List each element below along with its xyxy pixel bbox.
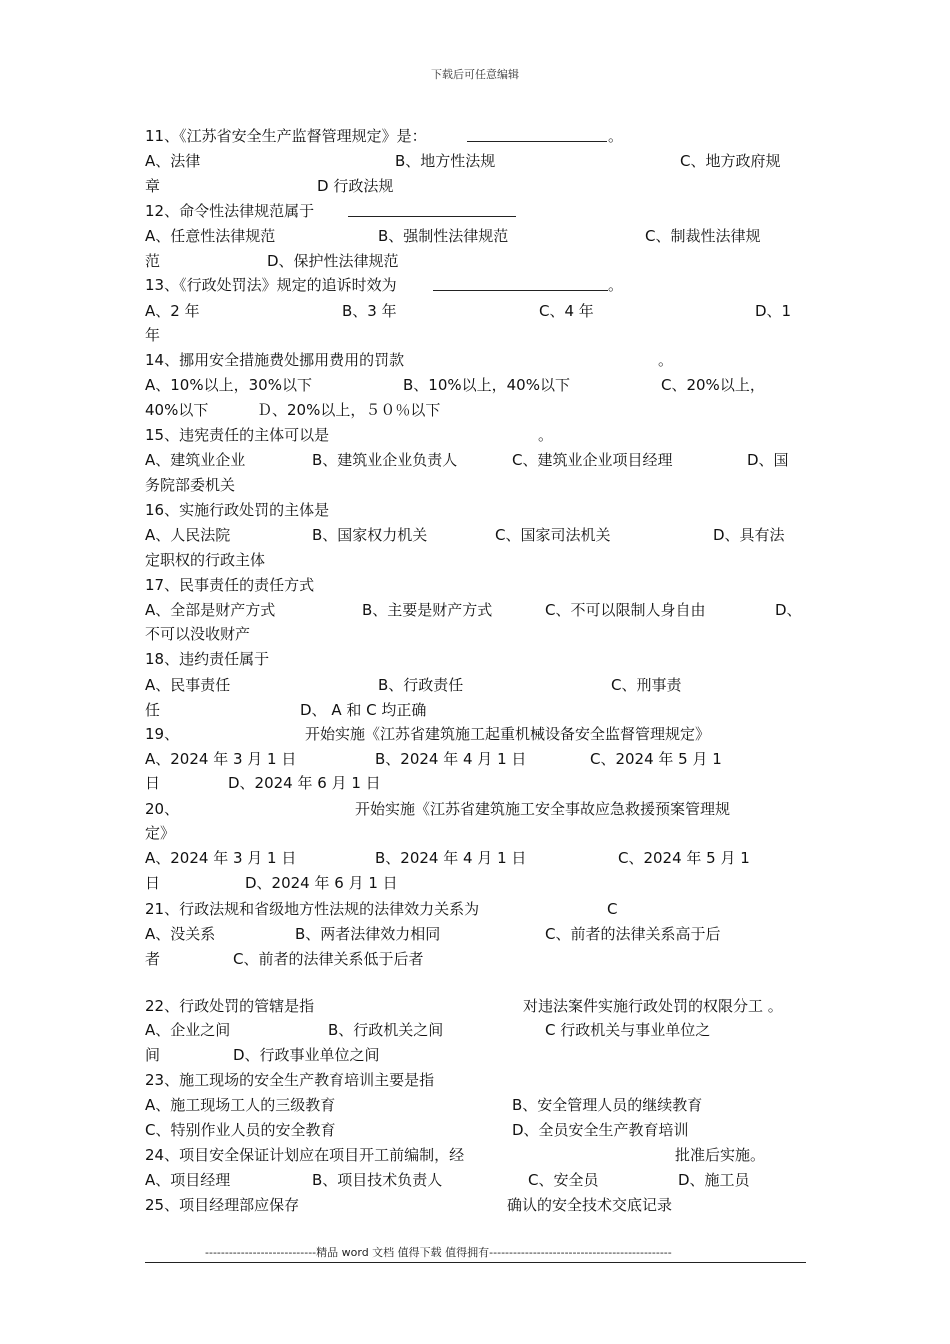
option-d: C、前者的法律关系低于后者 — [233, 950, 424, 968]
option-b: B、国家权力机关 — [312, 526, 428, 544]
question-text-cont: 对违法案件实施行政处罚的权限分工 。 — [523, 997, 783, 1015]
option-b: B、2024 年 4 月 1 日 — [375, 750, 527, 768]
option-d-cont: 定职权的行政主体 — [145, 551, 266, 569]
option-d: D、行政事业单位之间 — [233, 1046, 380, 1064]
question-text: 24、项目安全保证计划应在项目开工前编制，经 — [145, 1146, 465, 1164]
option-d-cont: 年 — [145, 326, 161, 344]
option-b: B、3 年 — [342, 302, 397, 320]
option-d: Ｄ、20%以上，５０％以下 — [257, 401, 441, 419]
option-b: B、主要是财产方式 — [362, 601, 493, 619]
option-c: C、特别作业人员的安全教育 — [145, 1121, 336, 1139]
option-d: D、施工员 — [678, 1171, 750, 1189]
option-d: D、保护性法律规范 — [267, 252, 399, 270]
question-text: 13、《行政处罚法》规定的追诉时效为 — [145, 276, 397, 294]
question-text: 开始实施《江苏省建筑施工安全事故应急救援预案管理规 — [355, 800, 731, 818]
option-c: C、制裁性法律规 — [645, 227, 761, 245]
option-c-cont: 范 — [145, 252, 161, 270]
question-text: 21、行政法规和省级地方性法规的法律效力关系为 — [145, 900, 480, 918]
question-text: 17、民事责任的责任方式 — [145, 576, 315, 594]
question-text-cont: 定》 — [145, 824, 176, 842]
option-c-cont: 章 — [145, 177, 161, 195]
option-c: C 行政机关与事业单位之 — [545, 1021, 711, 1039]
answer-blank — [467, 126, 607, 142]
option-a: A、2 年 — [145, 302, 200, 320]
question-answer: C — [607, 900, 618, 918]
question-end: 。 — [608, 276, 624, 294]
option-b: B、两者法律效力相同 — [295, 925, 441, 943]
option-c: C、安全员 — [528, 1171, 599, 1189]
question-end: 。 — [538, 426, 554, 444]
option-c: C、2024 年 5 月 1 — [590, 750, 722, 768]
option-d: D、 — [775, 601, 802, 619]
question-text: 25、项目经理部应保存 — [145, 1196, 300, 1214]
option-b: B、2024 年 4 月 1 日 — [375, 849, 527, 867]
option-c: C、4 年 — [539, 302, 594, 320]
option-c: C、建筑业企业项目经理 — [512, 451, 673, 469]
question-text: 16、实施行政处罚的主体是 — [145, 501, 330, 519]
option-b: B、项目技术负责人 — [312, 1171, 443, 1189]
option-a: A、建筑业企业 — [145, 451, 246, 469]
question-end: 。 — [658, 351, 674, 369]
answer-blank — [348, 201, 516, 217]
question-text: 23、施工现场的安全生产教育培训主要是指 — [145, 1071, 435, 1089]
option-c: C、刑事责 — [611, 676, 682, 694]
option-a: A、没关系 — [145, 925, 216, 943]
option-b: B、安全管理人员的继续教育 — [512, 1096, 703, 1114]
question-end: 。 — [608, 127, 624, 145]
option-a: A、项目经理 — [145, 1171, 231, 1189]
option-c-cont: 日 — [145, 774, 161, 792]
option-c-cont: 间 — [145, 1046, 161, 1064]
option-c: C、20%以上， — [661, 376, 765, 394]
option-a: A、2024 年 3 月 1 日 — [145, 849, 297, 867]
option-b: B、10%以上，40%以下 — [403, 376, 570, 394]
option-d: D、全员安全生产教育培训 — [512, 1121, 689, 1139]
option-a: A、民事责任 — [145, 676, 231, 694]
question-number: 19、 — [145, 725, 180, 743]
option-d: D、2024 年 6 月 1 日 — [228, 774, 381, 792]
footer-divider — [145, 1262, 806, 1263]
question-text: 22、行政处罚的管辖是指 — [145, 997, 315, 1015]
option-c-cont: 者 — [145, 950, 161, 968]
option-c: C、2024 年 5 月 1 — [618, 849, 750, 867]
option-b: B、建筑业企业负责人 — [312, 451, 458, 469]
question-text: 18、违约责任属于 — [145, 650, 270, 668]
question-text-cont: 批准后实施。 — [675, 1146, 766, 1164]
question-number: 20、 — [145, 800, 180, 818]
option-d: D、具有法 — [713, 526, 785, 544]
option-a: A、任意性法律规范 — [145, 227, 276, 245]
option-c-cont: 任 — [145, 701, 161, 719]
question-text: 14、挪用安全措施费处挪用费用的罚款 — [145, 351, 405, 369]
option-c: C、不可以限制人身自由 — [545, 601, 706, 619]
option-c: C、地方政府规 — [680, 152, 781, 170]
option-d: D 行政法规 — [317, 177, 394, 195]
option-c-cont: 日 — [145, 874, 161, 892]
question-text: 15、违宪责任的主体可以是 — [145, 426, 330, 444]
option-a: A、10%以上，30%以下 — [145, 376, 312, 394]
option-b: B、地方性法规 — [395, 152, 496, 170]
option-d: D、国 — [747, 451, 789, 469]
option-c: C、前者的法律关系高于后 — [545, 925, 721, 943]
option-d: D、 A 和 C 均正确 — [300, 701, 427, 719]
option-a: A、人民法院 — [145, 526, 231, 544]
question-text: 11、《江苏省安全生产监督管理规定》是： — [145, 127, 427, 145]
answer-blank — [433, 275, 608, 291]
option-c: C、国家司法机关 — [495, 526, 611, 544]
option-a: A、法律 — [145, 152, 201, 170]
option-b: B、行政责任 — [378, 676, 464, 694]
option-a: A、全部是财产方式 — [145, 601, 276, 619]
option-d-cont: 务院部委机关 — [145, 476, 236, 494]
page-header: 下载后可任意编辑 — [431, 68, 519, 81]
option-a: A、2024 年 3 月 1 日 — [145, 750, 297, 768]
option-c-cont: 40%以下 — [145, 401, 209, 419]
question-text-cont: 确认的安全技术交底记录 — [507, 1196, 673, 1214]
option-a: A、企业之间 — [145, 1021, 231, 1039]
question-text: 12、命令性法律规范属于 — [145, 202, 315, 220]
option-d: D、1 — [755, 302, 792, 320]
option-b: B、行政机关之间 — [328, 1021, 444, 1039]
option-a: A、施工现场工人的三级教育 — [145, 1096, 336, 1114]
option-d: D、2024 年 6 月 1 日 — [245, 874, 398, 892]
option-b: B、强制性法律规范 — [378, 227, 509, 245]
option-d-cont: 不可以没收财产 — [145, 625, 251, 643]
question-text: 开始实施《江苏省建筑施工起重机械设备安全监督管理规定》 — [305, 725, 711, 743]
page-footer: ----------------------------精品 word 文档 值得下载 值得拥有---------------------------------------------- — [205, 1246, 672, 1259]
